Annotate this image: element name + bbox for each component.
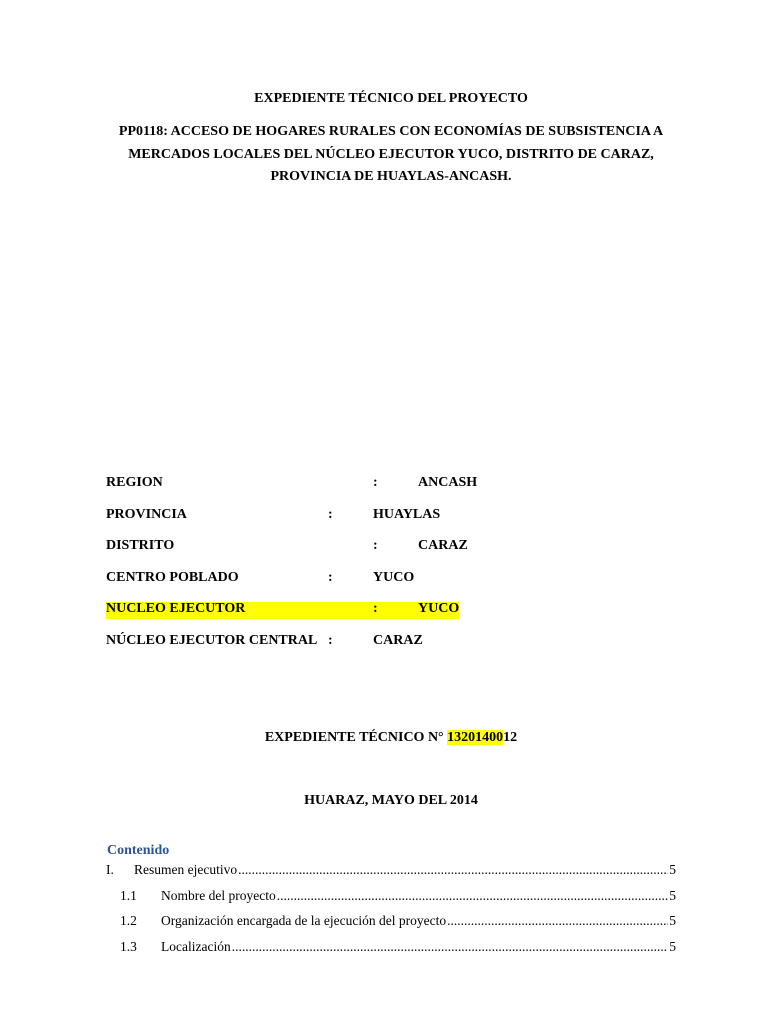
toc-entry[interactable] bbox=[106, 939, 676, 959]
toc-entry-page: 5 bbox=[669, 862, 676, 877]
subtitle-line-2: MERCADOS LOCALES DEL NÚCLEO EJECUTOR YUCO, DISTRITO DE CARAZ, bbox=[128, 146, 654, 162]
toc-entry-page: 5 bbox=[669, 888, 676, 903]
field-row-region bbox=[106, 475, 606, 507]
subtitle-line-3: PROVINCIA DE HUAYLAS-ANCASH. bbox=[270, 169, 512, 184]
field-colon: : bbox=[373, 538, 378, 554]
toc-leader-dots bbox=[232, 939, 669, 955]
field-label: NÚCLEO EJECUTOR CENTRAL bbox=[106, 632, 318, 648]
toc-entry-text: Nombre del proyecto bbox=[161, 888, 276, 903]
toc-entry-text: Localización bbox=[161, 939, 231, 954]
project-subtitle bbox=[100, 121, 682, 189]
toc-entry-number: 1.1 bbox=[120, 888, 137, 903]
toc-leader-dots bbox=[277, 888, 669, 904]
field-row-distrito bbox=[106, 538, 606, 570]
field-label: PROVINCIA bbox=[106, 506, 187, 522]
toc-leader-dots bbox=[238, 862, 668, 878]
field-value: CARAZ bbox=[418, 538, 468, 554]
field-label: REGION bbox=[106, 475, 163, 490]
toc-entry-number: 1.2 bbox=[120, 913, 137, 928]
toc-entry-number: I. bbox=[106, 862, 114, 877]
field-value: ANCASH bbox=[418, 475, 478, 490]
field-value: CARAZ bbox=[373, 632, 423, 648]
field-label: DISTRITO bbox=[106, 538, 175, 554]
field-colon: : bbox=[373, 601, 378, 617]
place-date: HUARAZ, MAYO DEL 2014 bbox=[304, 793, 478, 808]
toc-entry-text: Organización encargada de la ejecución del proyecto bbox=[161, 913, 447, 928]
toc-entry-page: 5 bbox=[669, 939, 676, 954]
field-colon: : bbox=[328, 569, 333, 585]
field-row-centro-poblado bbox=[106, 570, 606, 602]
field-colon: : bbox=[328, 506, 333, 522]
field-label: NUCLEO EJECUTOR bbox=[106, 601, 246, 617]
field-row-provincia bbox=[106, 507, 606, 539]
toc-entry-text: Resumen ejecutivo bbox=[134, 862, 238, 877]
expediente-number-rest: 12 bbox=[503, 730, 518, 745]
field-colon: : bbox=[373, 475, 378, 490]
toc-entry-number: 1.3 bbox=[120, 939, 137, 954]
expediente-prefix: EXPEDIENTE TÉCNICO N° bbox=[264, 730, 448, 745]
field-row-nucleo-ejecutor-central bbox=[106, 633, 606, 665]
field-value: YUCO bbox=[373, 569, 415, 585]
toc-leader-dots bbox=[447, 913, 668, 929]
field-value: YUCO bbox=[418, 601, 460, 617]
field-value: HUAYLAS bbox=[373, 506, 441, 522]
field-label: CENTRO POBLADO bbox=[106, 569, 239, 585]
toc-entry[interactable] bbox=[106, 862, 676, 882]
field-colon: : bbox=[328, 632, 333, 648]
project-info-fields bbox=[106, 475, 606, 665]
expediente-number-highlighted-2: 0 bbox=[496, 730, 504, 745]
field-row-nucleo-ejecutor bbox=[106, 601, 606, 633]
toc-entry[interactable] bbox=[106, 888, 676, 908]
document-title: EXPEDIENTE TÉCNICO DEL PROYECTO bbox=[254, 91, 528, 106]
toc-title: Contenido bbox=[107, 843, 170, 858]
toc-entry-page: 5 bbox=[669, 913, 676, 928]
expediente-number-highlighted: 1320140 bbox=[447, 730, 497, 745]
subtitle-line-1: PP0118: ACCESO DE HOGARES RURALES CON ECONOMÍAS DE SUBSISTENCIA A bbox=[118, 124, 664, 139]
expediente-number-line bbox=[0, 730, 768, 746]
toc-entry[interactable] bbox=[106, 913, 676, 933]
